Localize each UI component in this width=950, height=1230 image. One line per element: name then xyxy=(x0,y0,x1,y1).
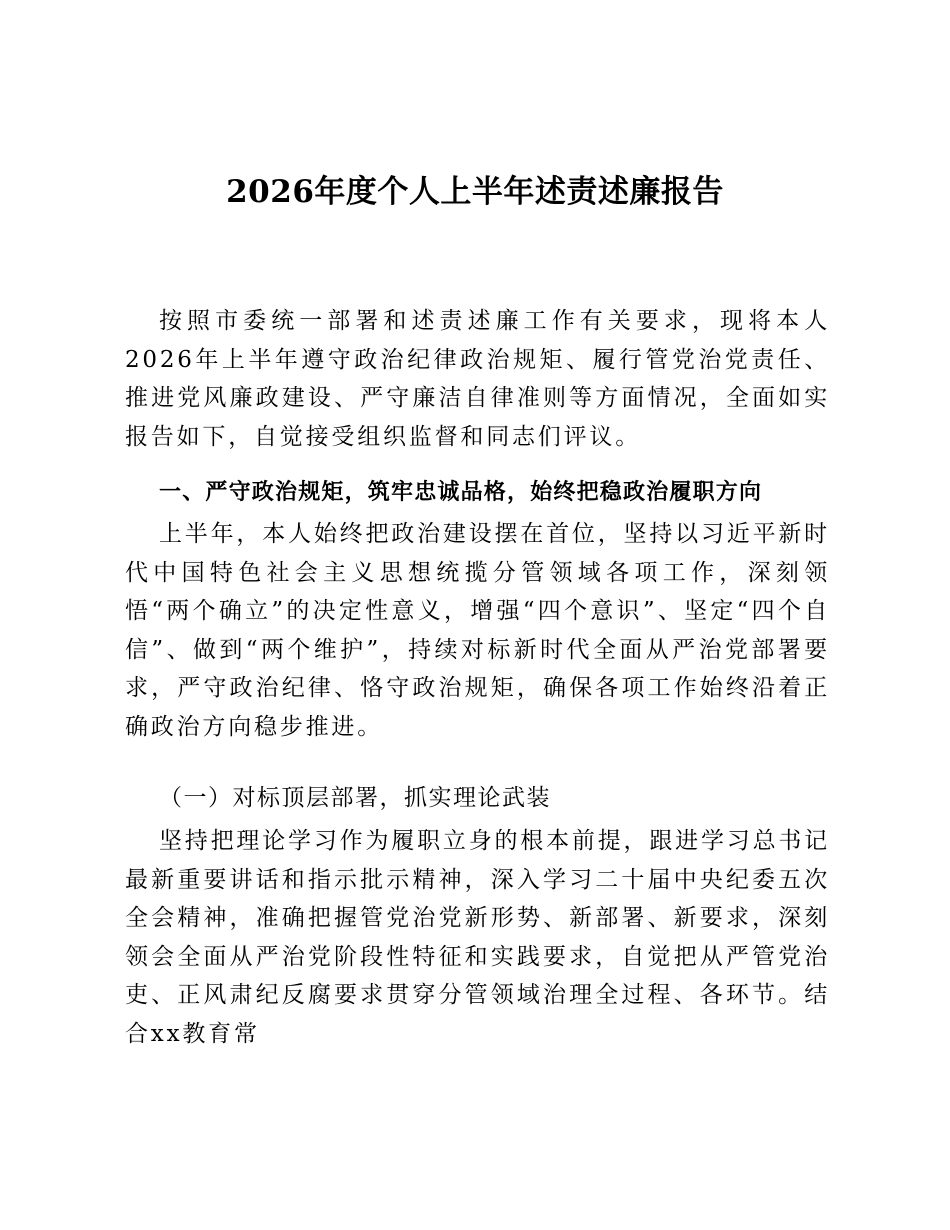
document-title: 2026年度个人上半年述责述廉报告 xyxy=(226,174,724,210)
subsection-1-heading: （一）对标顶层部署，抓实理论武装 xyxy=(159,785,551,811)
intro-paragraph: 按照市委统一部署和述责述廉工作有关要求，现将本人2026年上半年遵守政治纪律政治规矩、履行管党治党责任、推进党风廉政建设、严守廉洁自律准则等方面情况，全面如实报告如下，自觉接受组织监督和同志们评议。 xyxy=(125,308,830,450)
subsection-1-paragraph: 坚持把理论学习作为履职立身的根本前提，跟进学习总书记最新重要讲话和指示批示精神，深入学习二十届中央纪委五次全会精神，准确把握管党治党新形势、新部署、新要求，深刻领会全面从严治党阶段性特征和实践要求，自觉把从严管党治吏、正风肃纪反腐要求贯穿分管领域治理全过程、各环节。结合xx教育常 xyxy=(125,828,830,1047)
section-1-paragraph: 上半年，本人始终把政治建设摆在首位，坚持以习近平新时代中国特色社会主义思想统揽分管领域各项工作，深刻领悟“两个确立”的决定性意义，增强“四个意识”、坚定“四个自信”、做到“两个维护”，持续对标新时代全面从严治党部署要求，严守政治纪律、恪守政治规矩，确保各项工作始终沿着正确政治方向稳步推进。 xyxy=(125,521,830,740)
section-1-heading: 一、严守政治规矩，筑牢忠诚品格，始终把稳政治履职方向 xyxy=(159,480,763,505)
